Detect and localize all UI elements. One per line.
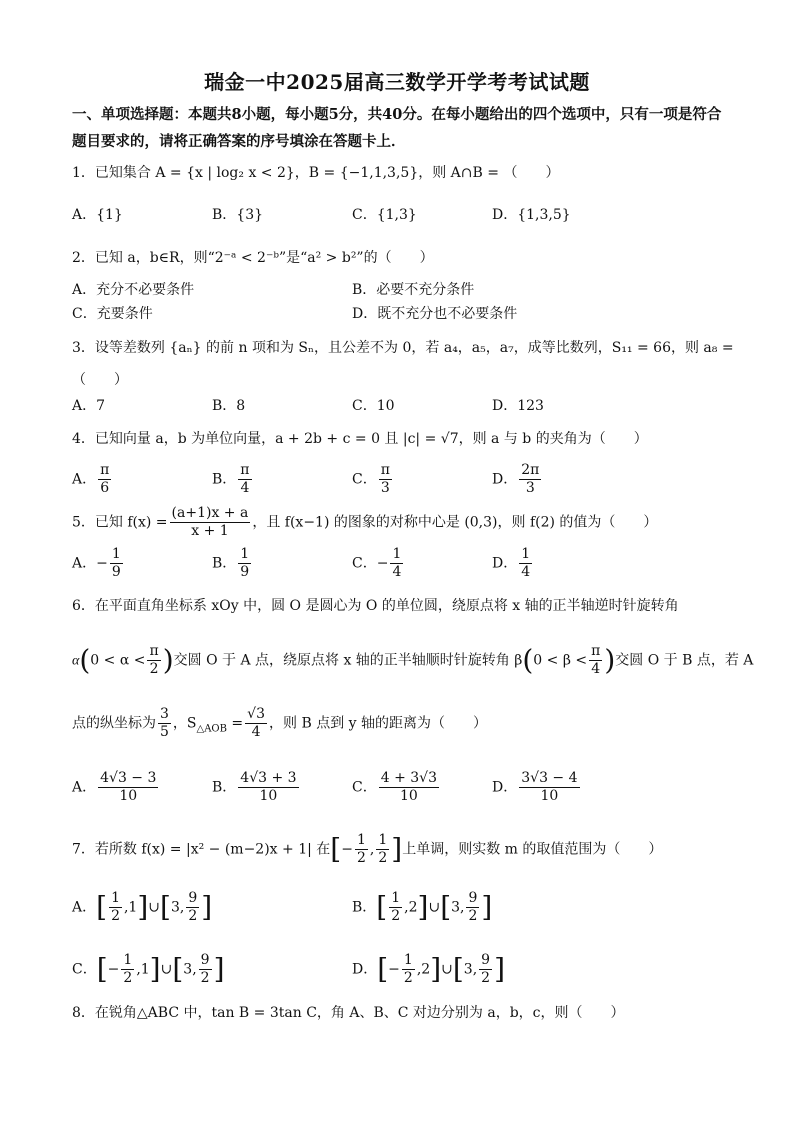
section-instructions: 一、单项选择题：本题共8小题，每小题5分，共40分。在每小题给出的四个选项中，只有一项是符合题目要求的，请将正确答案的序号填涂在答题卡上．	[72, 106, 722, 150]
q4-option-d: D． $\frac{2\pi}{3}$	[492, 462, 540, 496]
q7-option-a: A．[ $\frac{1}{2}$ ,1]∪[3, $\frac{9}{2}$ ]	[72, 890, 213, 924]
q2-option-c: C．充要条件	[72, 306, 153, 322]
q2-option-d: D．既不充分也不必要条件	[352, 306, 518, 322]
question-3: 3．设等差数列 {aₙ} 的前 n 项和为 Sₙ，且公差不为 0，若 a₄，a₅，a₇，成等比数列，S₁₁ = 66，则 a₈ =	[72, 340, 734, 356]
q4-option-b: B． $\frac{\pi}{4}$	[212, 462, 250, 496]
q3-option-a: A．7	[72, 398, 106, 414]
q7-option-b: B．[ $\frac{1}{2}$ ,2]∪[3, $\frac{9}{2}$ ]	[352, 890, 493, 924]
q6-option-c: C． $\frac{4 + 3√3}{10}$	[352, 770, 437, 804]
question-2: 2．已知 a，b∈R，则“2⁻ᵃ < 2⁻ᵇ”是“a² > b²”的（ ）	[72, 250, 434, 266]
question-1: 1．已知集合 A = {x | log₂ x < 2}，B = {−1,1,3,5}，则 A∩B = （ ）	[72, 165, 560, 181]
q6-option-b: B． $\frac{4√3 + 3}{10}$	[212, 770, 297, 804]
q1-option-b: B．{3}	[212, 207, 264, 223]
q4-option-a: A． $\frac{\pi}{6}$	[72, 462, 110, 496]
q1-option-c: C．{1,3}	[352, 207, 417, 223]
question-8: 8．在锐角△ABC 中，tan B = 3tan C，角 A、B、C 对边分别为 a，b，c，则（ ）	[72, 1005, 625, 1021]
q7-option-c: C．[− $\frac{1}{2}$ ,1]∪[3, $\frac{9}{2}$ ]	[72, 952, 225, 986]
q5-option-c: C．− $\frac{1}{4}$	[352, 546, 402, 580]
question-6-line2: α(0 < α < $\frac{\pi}{2}$ )交圆 O 于 A 点，绕原点将 x 轴的正半轴顺时针旋转角 β(0 < β < $\frac{\pi}{4}$ )交圆 O 于 B 点，若 A	[72, 643, 754, 677]
question-7: 7．若所数 f(x) = |x² − (m−2)x + 1| 在[− $\frac{1}{2}$ , $\frac{1}{2}$ ]上单调，则实数 m 的取值范围为（ ）	[72, 832, 663, 866]
page-title: 瑞金一中2025届高三数学开学考考试试题	[204, 70, 590, 94]
q7-option-d: D．[− $\frac{1}{2}$ ,2]∪[3, $\frac{9}{2}$ ]	[352, 952, 506, 986]
question-3-cont: （ ）	[72, 372, 128, 388]
q5-option-d: D． $\frac{1}{4}$	[492, 546, 531, 580]
q3-option-c: C．10	[352, 398, 395, 414]
q2-option-b: B．必要不充分条件	[352, 282, 475, 298]
q6-option-d: D． $\frac{3√3 - 4}{10}$	[492, 770, 578, 804]
question-6-line3: 点的纵坐标为 $\frac{3}{5}$ ，$S_{\triangle AOB}$ = $\frac{√3}{4}$ ，则 B 点到 y 轴的距离为（ ）	[72, 706, 487, 740]
q1-option-d: D．{1,3,5}	[492, 207, 571, 223]
question-6: 6．在平面直角坐标系 xOy 中，圆 O 是圆心为 O 的单位圆，绕原点将 x 轴的正半轴逆时针旋转角	[72, 598, 679, 614]
question-5: 5．已知 f(x) = $\frac{(a+1)x + a}{x + 1}$ ，且 f(x−1) 的图象的对称中心是 (0,3)，则 f(2) 的值为（ ）	[72, 505, 658, 539]
q2-option-a: A．充分不必要条件	[72, 282, 195, 298]
q3-option-b: B．8	[212, 398, 246, 414]
q5-option-a: A．− $\frac{1}{9}$	[72, 546, 121, 580]
q6-option-a: A． $\frac{4√3 - 3}{10}$	[72, 770, 157, 804]
q3-option-d: D．123	[492, 398, 544, 414]
q1-option-a: A．{1}	[72, 207, 123, 223]
q4-option-c: C． $\frac{\pi}{3}$	[352, 462, 390, 496]
question-4: 4．已知向量 a，b 为单位向量，a + 2b + c = 0 且 |c| = √7，则 a 与 b 的夹角为（ ）	[72, 431, 648, 447]
q5-option-b: B． $\frac{1}{9}$	[212, 546, 250, 580]
